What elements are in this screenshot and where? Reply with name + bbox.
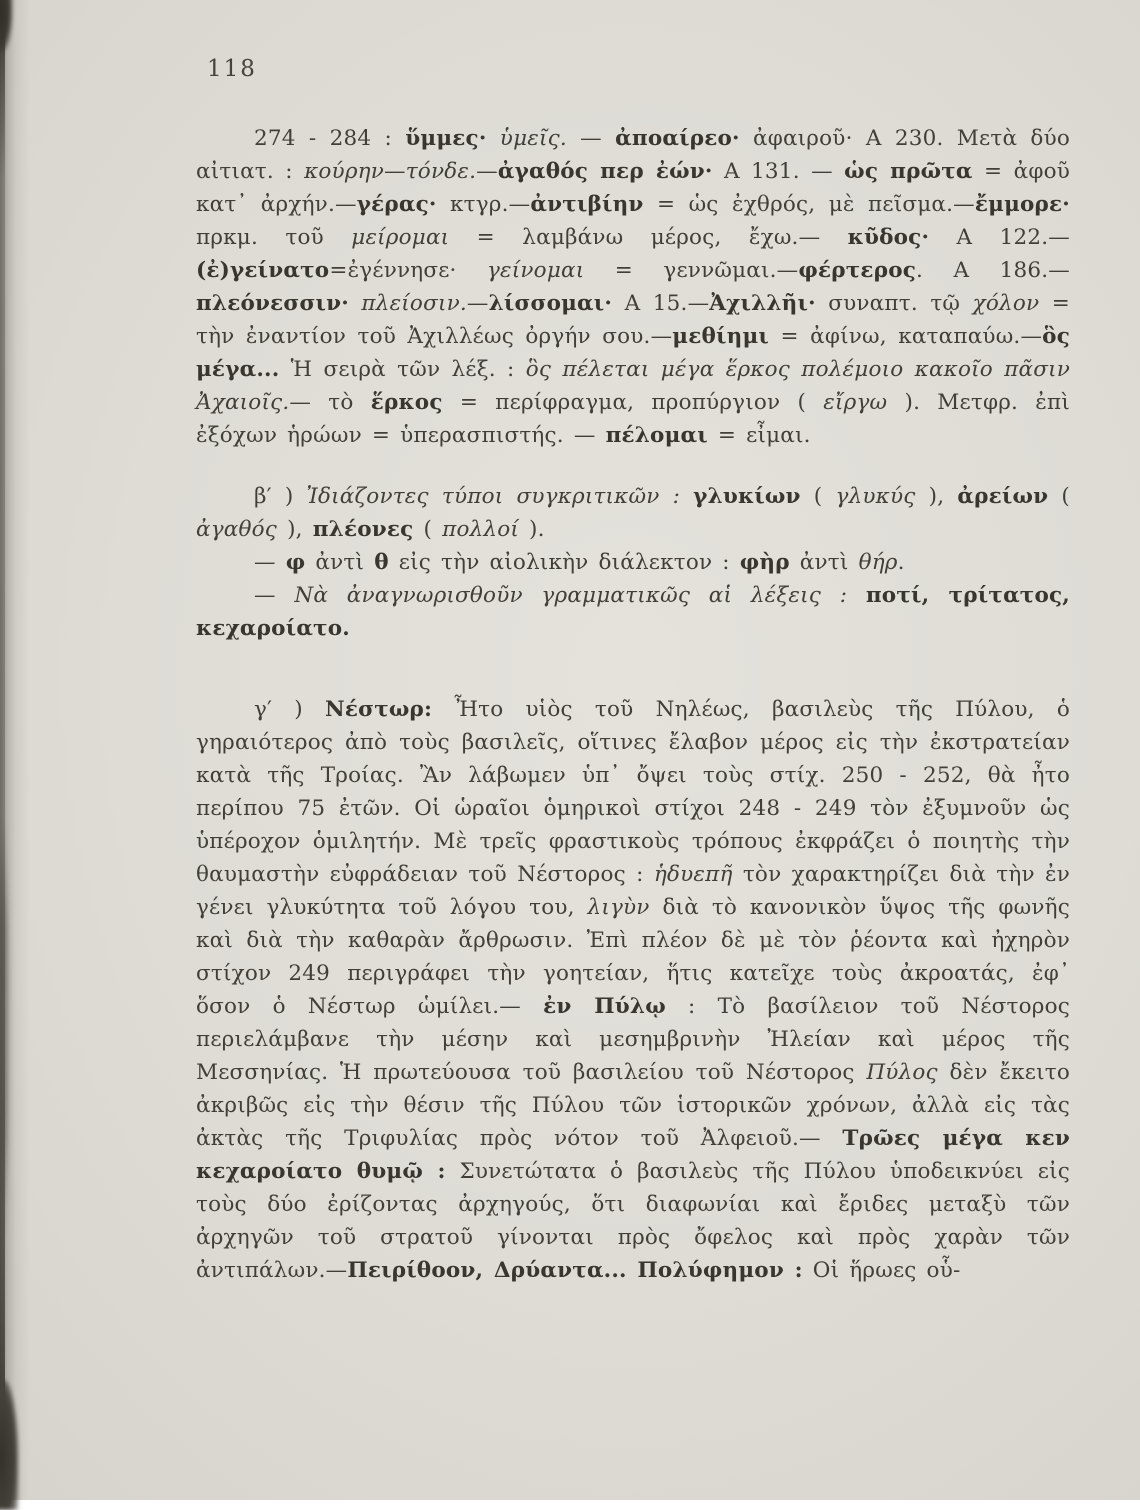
body-text: —: [566, 126, 616, 151]
body-text: = λαμβάνω μέρος, ἔχω.—: [449, 225, 848, 250]
body-text: συναπτ. τῷ: [815, 291, 973, 316]
gloss-text: πολλοί: [442, 517, 520, 542]
lemma-text: ὃς μέγα...: [196, 324, 1071, 382]
aeolic-note-paragraph: [196, 546, 1070, 579]
body-text: — τὸ: [289, 390, 371, 415]
body-text: —: [254, 550, 286, 575]
gloss-text: Νὰ ἀναγνωρισθοῦν γραμματικῶς αἱ λέξεις :: [294, 583, 848, 608]
body-text: = ἀφοῦ κατ᾽ ἀρχήν.—: [196, 159, 1071, 217]
lemma-text: γέρας·: [356, 192, 437, 217]
lemma-text: φέρτερος: [798, 258, 917, 283]
body-text: =ἐγέννησε·: [329, 258, 487, 283]
body-text: Συνετώτατα ὁ βασιλεὺς τῆς Πύλου ὑποδεικνύει εἰς τοὺς δύο ἐρίζοντας ἀρχηγούς, ὅτι διαφωνίαι καὶ ἔριδες μεταξὺ τῶν ἀρχηγῶν τοῦ στρατοῦ γίνονται πρὸς ὄφελος καὶ πρὸς χαρὰν τῶν ἀντιπάλων.—: [196, 1159, 1070, 1283]
lemma-text: Ἀχιλλῆι·: [709, 291, 816, 316]
lemma-text: Τρῶες μέγα κεν κεχαροίατο θυμῷ :: [196, 1126, 1070, 1184]
lemma-text: λίσσομαι·: [488, 291, 613, 316]
body-text: ἀφαιροῦ· Α 230. Μετὰ δύο αἰτιατ. :: [196, 126, 1070, 184]
gloss-text: χόλον: [972, 291, 1040, 316]
lemma-text: ποτί, τρίτατος, κεχαροίατο.: [196, 583, 1070, 641]
body-text: τὸν χαρακτηρίζει διὰ τὴν ἐν γένει γλυκύτητα τοῦ λόγου του,: [196, 862, 1071, 920]
body-text: —: [476, 159, 498, 184]
body-text: Ἦτο υἱὸς τοῦ Νηλέως, βασιλεὺς τῆς Πύλου, ὁ γηραιότερος ἀπὸ τοὺς βασιλεῖς, οἵτινες ἔλαβον μέρος εἰς τὴν ἐκστρατείαν κατὰ τῆς Τροίας. Ἂν λάβωμεν ὑπ᾽ ὄψει τοὺς στίχ. 250 - 252, θὰ ἦτο περίπου 75 ἐτῶν. Οἱ ὡραῖοι ὁμηρικοὶ στίχοι 248 - 249 τὸν ἐξυμνοῦν ὡς ὑπέροχον ὁμιλητήν. Μὲ τρεῖς φραστικοὺς τρόπους ἐκφράζει ὁ ποιητὴς τὴν θαυμαστὴν εὐφράδειαν τοῦ Νέστορος :: [196, 697, 1070, 887]
body-text: = περίφραγμα, προπύργιον (: [442, 390, 824, 415]
body-text: κτγρ.—: [436, 192, 531, 217]
page-number: 118: [207, 56, 257, 82]
lemma-text: Νέστωρ:: [325, 697, 433, 722]
lemma-text: πλεόνεσσιν·: [196, 291, 349, 316]
gloss-text: Πύλος: [866, 1060, 938, 1085]
body-text: = εἶμαι.: [707, 423, 811, 448]
lemma-text: γλυκίων: [693, 484, 801, 509]
body-text: —: [254, 583, 295, 608]
lemma-text: φὴρ: [739, 550, 790, 575]
commentary-274-284-paragraph: [196, 122, 1070, 452]
gloss-text: κούρην—τόνδε.: [304, 159, 477, 184]
body-text: (: [1048, 484, 1070, 509]
lemma-text: πέλομαι: [605, 423, 708, 448]
body-text: δὲν ἔκειτο ἀκριβῶς εἰς τὴν θέσιν τῆς Πύλου τῶν ἱστορικῶν χρόνων, ἀλλὰ εἰς τὰς ἀκτὰς τῆς Τριφυλίας πρὸς νότον τοῦ Ἀλφειοῦ.—: [196, 1060, 1071, 1151]
body-text: Α 15.—: [612, 291, 710, 316]
body-text: Ἡ σειρὰ τῶν λέξ. :: [279, 357, 526, 382]
gloss-text: γείνομαι: [487, 258, 585, 283]
body-text: —: [466, 291, 489, 316]
lemma-text: κῦδος·: [847, 225, 930, 250]
body-text: = ἀφίνω, καταπαύω.—: [769, 324, 1043, 349]
body-text: = γεννῶμαι.—: [584, 258, 799, 283]
lemma-text: θ: [374, 550, 389, 575]
body-text: [349, 291, 361, 316]
body-text: ),: [915, 484, 958, 509]
gloss-text: ὑμεῖς.: [499, 126, 567, 151]
lemma-text: ἀντιβίην: [530, 192, 644, 217]
body-text: ἀντὶ: [305, 550, 375, 575]
gloss-text: ἀγαθός: [196, 517, 278, 542]
body-text: ἀντὶ: [789, 550, 859, 575]
grammar-note-paragraph: [196, 579, 1070, 645]
body-text: εἰς τὴν αἰολικὴν διάλεκτον :: [388, 550, 740, 575]
body-text: = ὡς ἐχθρός, μὲ πεῖσμα.—: [643, 192, 975, 217]
section-gamma-nestor-paragraph: [196, 693, 1070, 1287]
lemma-text: Πειρίθοον, Δρύαντα... Πολύφημον :: [347, 1258, 803, 1283]
body-text: Οἱ ἥρωες οὗ-: [802, 1258, 961, 1283]
binding-edge-line: [0, 0, 5, 1500]
gloss-text: ἡδυεπῆ: [653, 862, 733, 887]
lemma-text: φ: [285, 550, 306, 575]
body-text: [680, 484, 693, 509]
lemma-text: ἔμμορε·: [974, 192, 1070, 217]
body-text: διὰ τὸ κανονικὸν ὕψος τῆς φωνῆς καὶ διὰ τὴν καθαρὰν ἄρθρωσιν. Ἐπὶ πλέον δὲ μὲ τὸν ῥέοντα καὶ ἠχηρὸν στίχον 249 περιγράφει τὴν γοητείαν, ἥτις κατεῖχε τοὺς ἀκροατάς, ἐφ᾽ ὅσον ὁ Νέστωρ ὡμίλει.—: [196, 895, 1070, 1019]
body-text: γ′ ): [254, 697, 326, 722]
lemma-text: ὡς πρῶτα: [844, 159, 973, 184]
gloss-text: Ἰδιάζοντες τύποι συγκριτικῶν :: [306, 484, 681, 509]
lemma-text: πλέονες: [312, 517, 414, 542]
body-text: πρκμ. τοῦ: [196, 225, 352, 250]
body-text: 274 - 284 :: [254, 126, 406, 151]
text-block: [196, 122, 1070, 1287]
body-text: [847, 583, 866, 608]
body-text: = τὴν ἐναντίον τοῦ Ἀχιλλέως ὀργήν σου.—: [196, 291, 1070, 349]
lemma-text: μεθίημι: [672, 324, 770, 349]
body-text: . Α 186.—: [916, 258, 1071, 283]
body-text: ),: [277, 517, 313, 542]
gloss-text: λιγὺν: [587, 895, 650, 920]
lemma-text: ἀρείων: [957, 484, 1049, 509]
gloss-text: πλείοσιν.: [361, 291, 467, 316]
lemma-text: ἀγαθός περ ἐών·: [497, 159, 713, 184]
body-text: Α 122.—: [929, 225, 1070, 250]
body-text: β′ ): [254, 484, 307, 509]
gloss-text: εἴργω: [823, 390, 888, 415]
body-text: .: [897, 550, 905, 575]
lemma-text: (ἐ)γείνατο: [196, 258, 330, 283]
body-text: (: [413, 517, 443, 542]
lemma-text: ἕρκος: [370, 390, 443, 415]
lemma-text: ἀποαίρεο·: [615, 126, 740, 151]
gloss-text: γλυκύς: [835, 484, 916, 509]
lemma-text: ἐν Πύλῳ: [543, 994, 666, 1019]
body-text: (: [800, 484, 836, 509]
body-text: : Τὸ βασίλειον τοῦ Νέστορος περιελάμβανε τὴν μέσην καὶ μεσημβρινὴν Ἠλείαν καὶ μέρος τῆς Μεσσηνίας. Ἡ πρωτεύουσα τοῦ βασιλείου τοῦ Νέστορος: [196, 994, 1071, 1085]
gloss-text: θήρ: [858, 550, 898, 575]
section-beta-paragraph: [196, 480, 1070, 546]
lemma-text: ὕμμες·: [405, 126, 487, 151]
body-text: ).: [519, 517, 545, 542]
body-text: ). Μετφρ. ἐπὶ ἐξόχων ἡρώων = ὑπερασπιστής. —: [196, 390, 1070, 448]
body-text: [487, 126, 500, 151]
gloss-text: ὃς πέλεται μέγα ἕρκος πολέμοιο κακοῖο πᾶσιν Ἀχαιοῖς.: [196, 357, 1070, 415]
gloss-text: μείρομαι: [351, 225, 450, 250]
body-text: Α 131. —: [712, 159, 845, 184]
scan-artifact-left-middle: [0, 820, 8, 1240]
